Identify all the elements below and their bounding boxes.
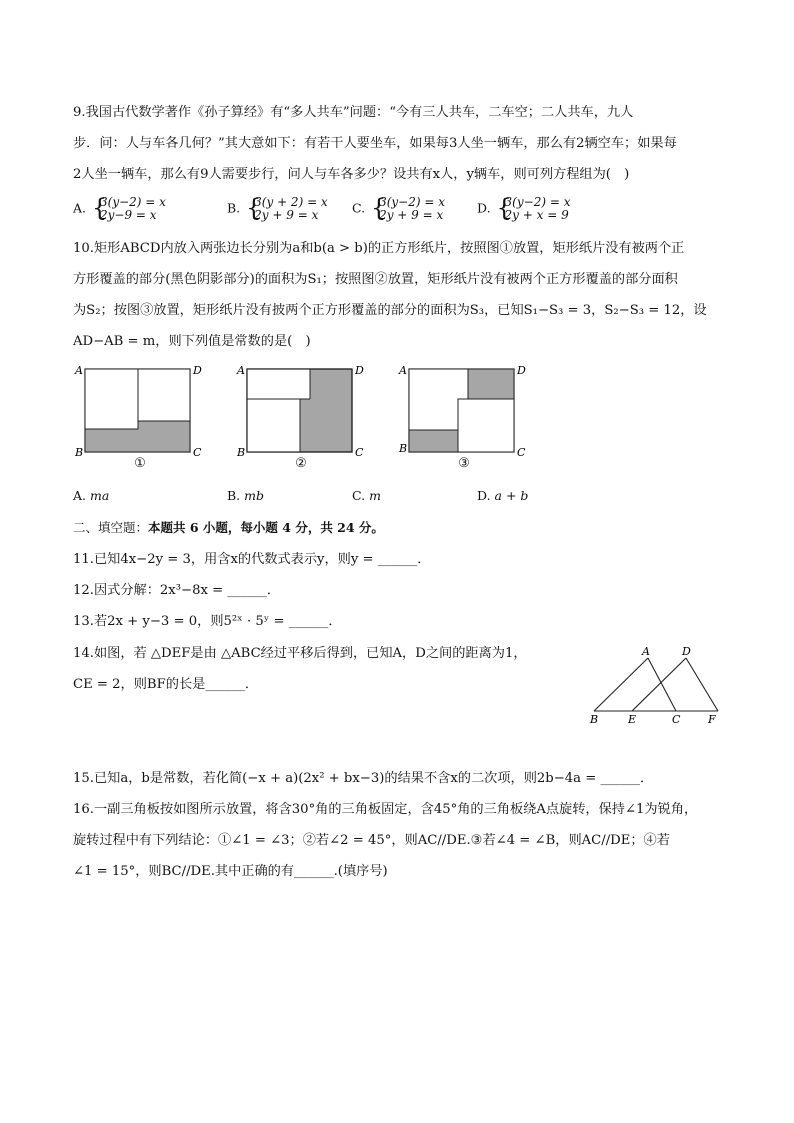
q9-option-b xyxy=(227,196,328,222)
vertex-d: D xyxy=(193,364,202,377)
q13-text: 13.若2x + y−3 = 0，则5²ˣ · 5ʸ = ______． xyxy=(73,614,342,629)
section-heading xyxy=(73,519,384,537)
vertex-a: A xyxy=(399,364,407,377)
figure-3-label: ③ xyxy=(458,456,470,471)
q12-text: 12.因式分解：2x³−8x = ______． xyxy=(73,583,281,598)
q9-line2: 步．问：人与车各几何？”其大意如下：有若干人要坐车，如果每3人坐一辆车，那么有2辆空车；如果每 xyxy=(73,136,677,151)
vertex-b: B xyxy=(75,446,84,458)
q10-option-c xyxy=(352,489,381,503)
point-b: B xyxy=(590,713,599,726)
section-rules: 本题共 6 小题，每小题 4 分，共 24 分。 xyxy=(148,520,384,535)
q15-text: 15.已知a，b是常数，若化简(−x + a)(2x² + bx−3)的结果不含x的二次项，则2b−4a = ______． xyxy=(73,771,654,786)
q10-line4: AD−AB = m，则下列值是常数的是( ) xyxy=(73,334,311,349)
q16-line2: 旋转过程中有下列结论：①∠1 = ∠3；②若∠2 = 45°，则AC//DE.③若∠4 = ∠B，则AC//DE；④若 xyxy=(73,833,670,848)
figure-2-label: ② xyxy=(295,456,307,471)
equation-2: 2y + x = 9 xyxy=(504,208,569,222)
q10-figure-2 xyxy=(234,362,366,458)
vertex-c: C xyxy=(193,446,202,458)
q9-option-d xyxy=(477,196,570,222)
point-e: E xyxy=(628,713,637,726)
option-label: B. xyxy=(227,488,241,503)
option-label: A. xyxy=(73,200,87,216)
equation-2: 2y + 9 = x xyxy=(254,208,319,222)
equation-1: 3(y−2) = x xyxy=(504,195,571,209)
vertex-a: A xyxy=(75,364,83,377)
q10-line3: 为S₂；按图③放置，矩形纸片没有披两个正方形覆盖的部分的面积为S₃，已知S₁−S₃ = 3，S₂−S₃ = 12，设 xyxy=(73,303,707,318)
option-label: B. xyxy=(227,200,241,216)
q9-option-a xyxy=(73,196,166,222)
q16-line1: 16.一副三角板按如图所示放置，将含30°角的三角板固定，含45°角的三角板绕A点旋转，保持∠1为锐角， xyxy=(73,802,698,817)
vertex-d: D xyxy=(517,364,526,377)
q11-text: 11.已知4x−2y = 3，用含x的代数式表示y，则y = ______． xyxy=(73,552,431,567)
equation-1: 3(y + 2) = x xyxy=(254,195,328,209)
point-c: C xyxy=(672,713,681,726)
vertex-b: B xyxy=(399,442,408,455)
q10-figure-1 xyxy=(72,362,204,458)
option-label: C. xyxy=(352,200,366,216)
q10-figure-3 xyxy=(396,362,528,458)
option-label: C. xyxy=(352,488,366,503)
q14-line2: CE = 2，则BF的长是______． xyxy=(73,677,259,692)
q9-option-c xyxy=(352,196,445,222)
q16-line3: ∠1 = 15°，则BC//DE.其中正确的有______.(填序号) xyxy=(73,864,388,879)
equation-1: 3(y−2) = x xyxy=(100,195,166,209)
option-value: mb xyxy=(244,488,265,503)
option-value: m xyxy=(369,488,381,503)
option-value: a + b xyxy=(494,488,529,503)
point-f: F xyxy=(708,713,716,726)
equation-2: 2y + 9 = x xyxy=(379,208,444,222)
option-value: ma xyxy=(90,488,110,503)
q14-triangle-figure xyxy=(584,644,724,728)
equation-1: 3(y−2) = x xyxy=(379,195,445,209)
vertex-b: B xyxy=(237,446,246,458)
equation-system: { 3(y−2) = x 2y−9 = x xyxy=(92,194,166,222)
vertex-a: A xyxy=(237,364,245,377)
q10-line1: 10.矩形ABCD内放入两张边长分别为a和b(a > b)的正方形纸片，按照图①放置，矩形纸片没有被两个正 xyxy=(73,241,685,256)
vertex-d: D xyxy=(355,364,364,377)
equation-2: 2y−9 = x xyxy=(100,208,157,222)
q9-line1: 9.我国古代数学著作《孙子算经》有“多人共车”问题：“今有三人共车，二车空；二人共车，九人 xyxy=(73,105,634,120)
option-label: D. xyxy=(477,200,491,216)
point-a: A xyxy=(642,645,650,658)
equation-system: { 3(y−2) = x 2y + 9 = x xyxy=(371,194,445,222)
option-label: D. xyxy=(477,488,491,503)
figure-1-label: ① xyxy=(134,456,146,471)
equation-system: { 3(y + 2) = x 2y + 9 = x xyxy=(246,194,328,222)
point-d: D xyxy=(682,645,691,658)
section-prefix: 二、填空题： xyxy=(73,520,149,535)
vertex-c: C xyxy=(355,446,364,458)
q10-option-a xyxy=(73,489,109,503)
q14-line1: 14.如图，若 △DEF是由 △ABC经过平移后得到，已知A，D之间的距离为1， xyxy=(73,646,527,661)
q10-line2: 方形覆盖的部分(黑色阴影部分)的面积为S₁；按照图②放置，矩形纸片没有被两个正方形覆盖的部分面积 xyxy=(73,272,678,287)
q10-option-b xyxy=(227,489,264,503)
equation-system: { 3(y−2) = x 2y + x = 9 xyxy=(496,194,571,222)
vertex-c: C xyxy=(517,446,526,458)
q9-line3: 2人坐一辆车，那么有9人需要步行，问人与车各多少？设共有x人，y辆车，则可列方程组为( ) xyxy=(73,167,630,182)
option-label: A. xyxy=(73,488,87,503)
q10-option-d xyxy=(477,489,528,503)
